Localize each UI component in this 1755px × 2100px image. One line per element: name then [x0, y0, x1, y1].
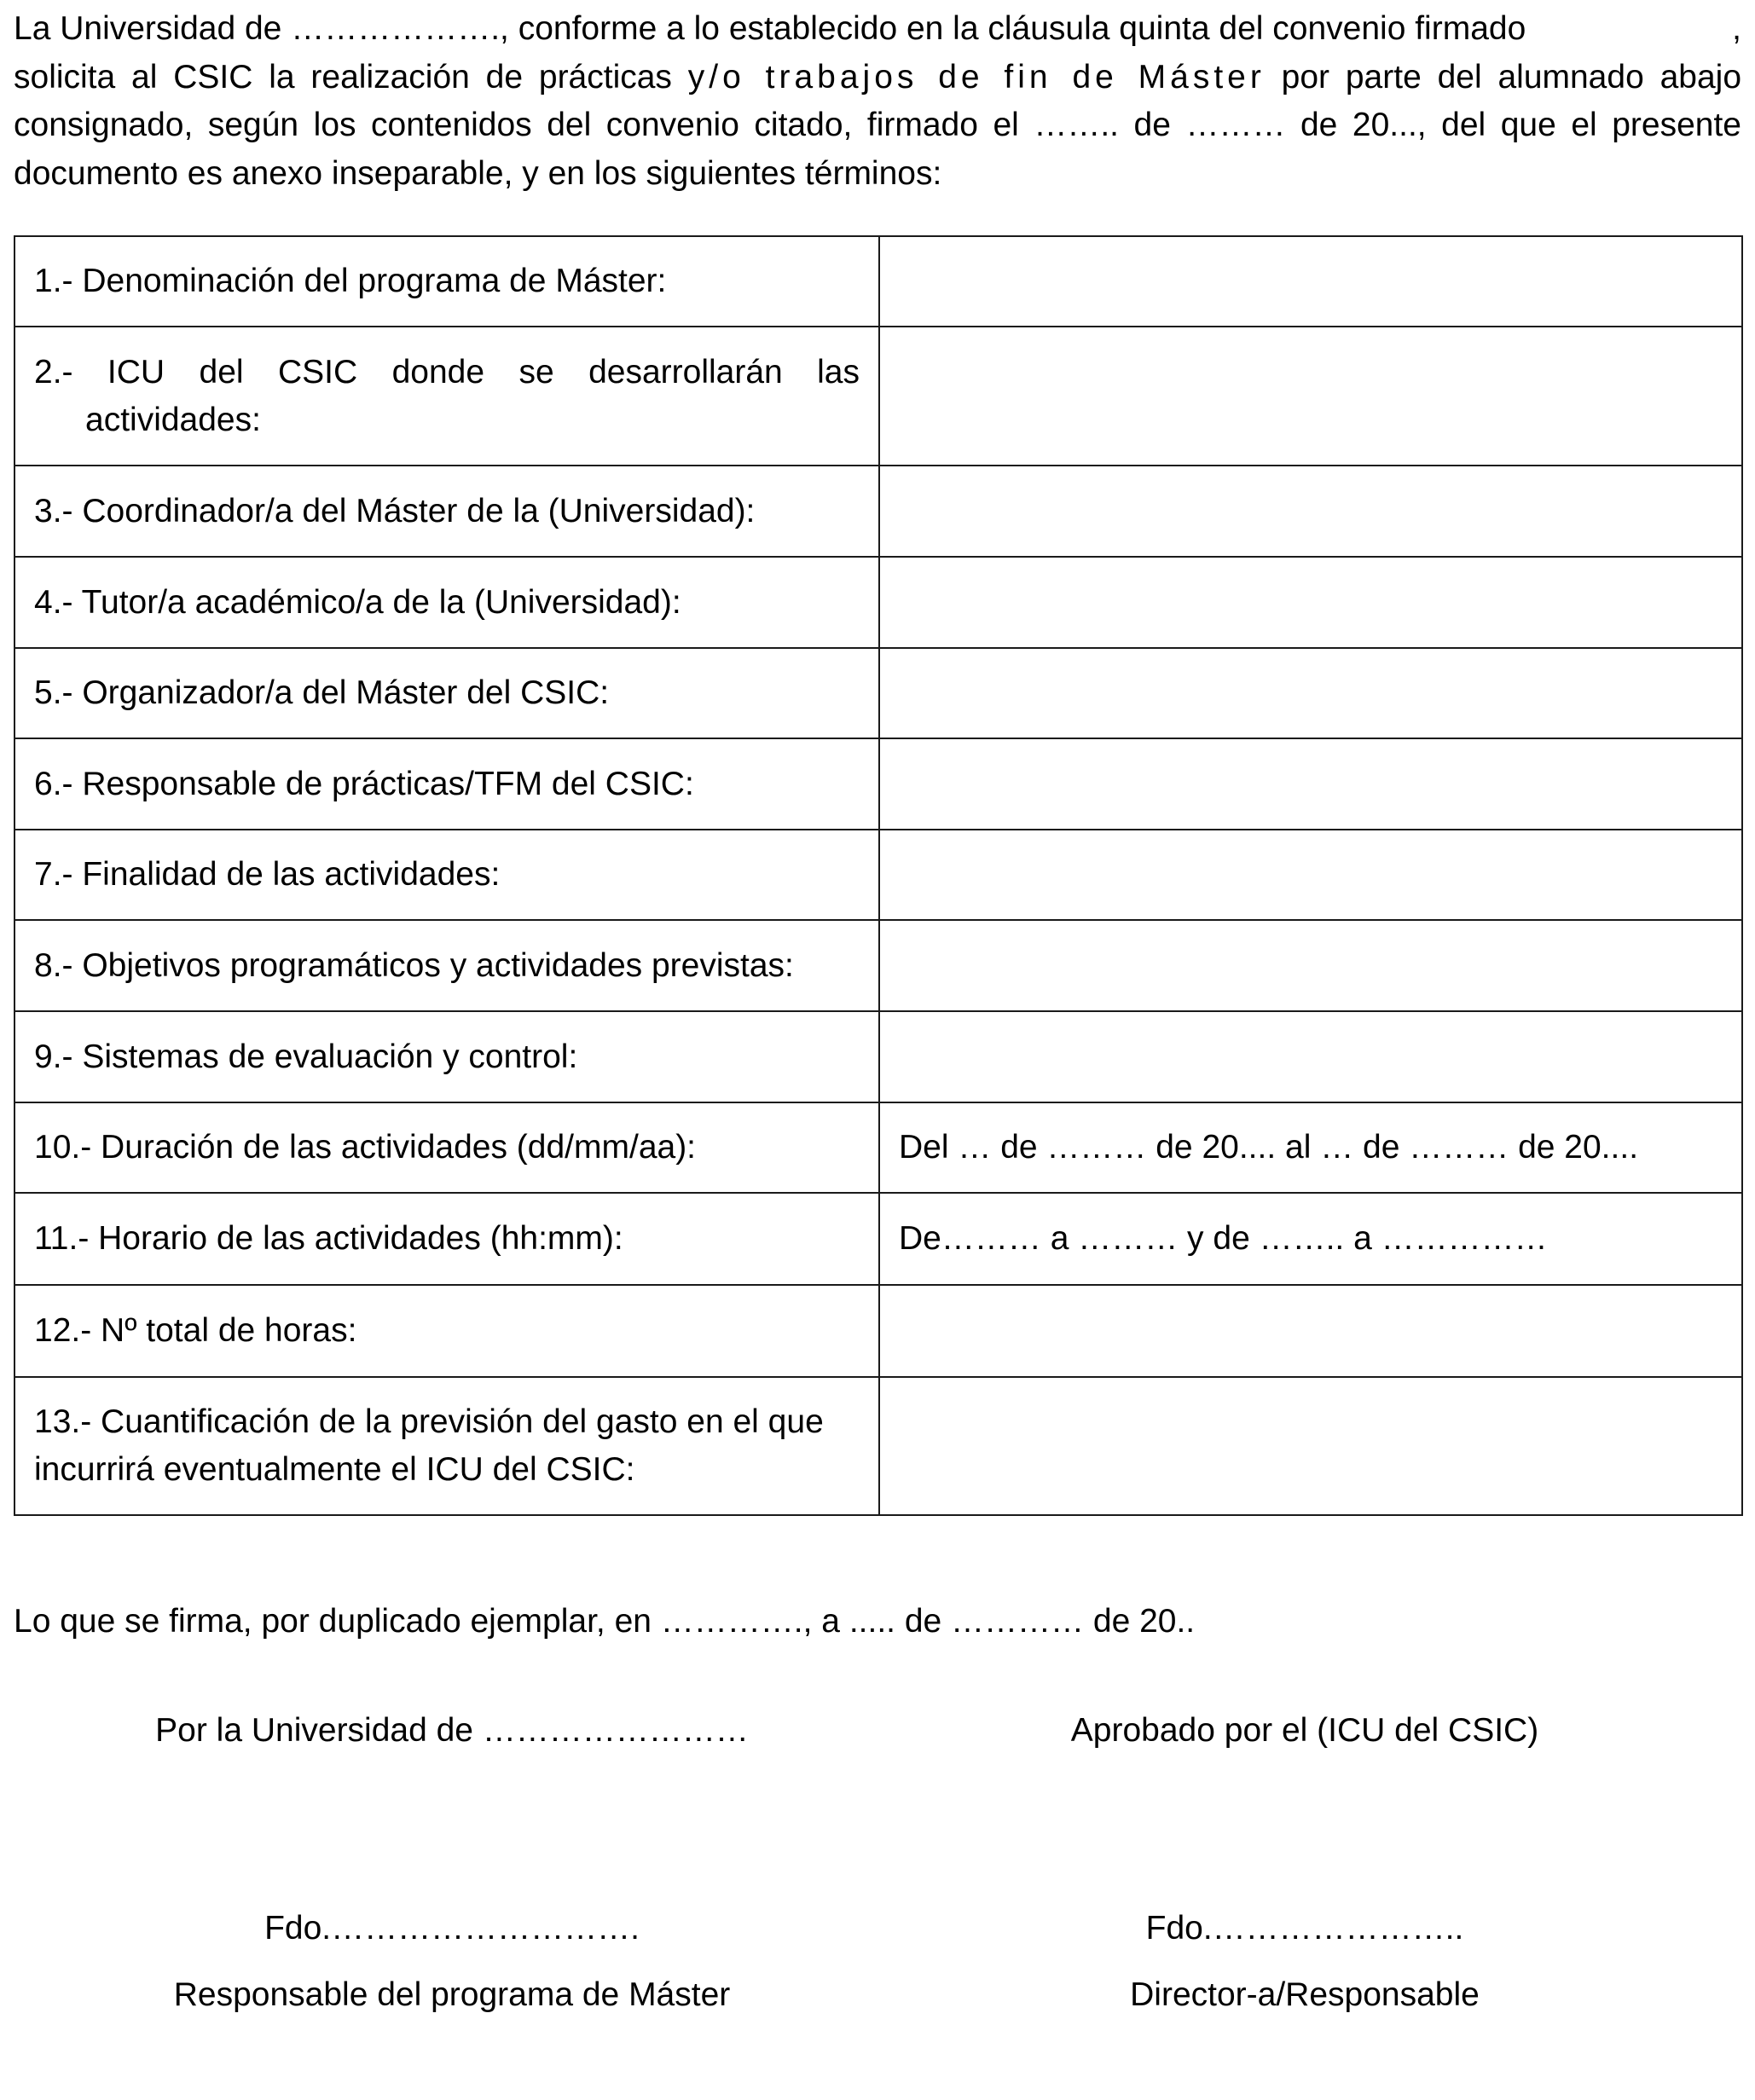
field-value[interactable] [879, 830, 1742, 920]
field-label: 9.- Sistemas de evaluación y control: [14, 1011, 879, 1102]
table-row [14, 1193, 1742, 1285]
field-label: 10.- Duración de las actividades (dd/mm/aa): [14, 1102, 879, 1193]
field-label-text: 2.- ICU del CSIC donde se desarrollarán las [34, 353, 860, 390]
field-value[interactable] [879, 648, 1742, 738]
field-label: 12.- Nº total de horas: [14, 1285, 879, 1377]
field-label-text: 13.- Cuantificación de la previsión del gasto en el que [34, 1403, 824, 1440]
field-label-continuation: incurrirá eventualmente el ICU del CSIC: [34, 1451, 635, 1488]
left-signature-fdo[interactable]: Fdo.………………………. [264, 1910, 640, 1947]
right-signature-heading: Aprobado por el (ICU del CSIC) [1070, 1712, 1539, 1749]
field-value[interactable] [879, 1011, 1742, 1102]
field-label: 11.- Horario de las actividades (hh:mm): [14, 1193, 879, 1285]
intro-line-2-spaced: y/o trabajos de fin de Máster [687, 58, 1266, 95]
field-value[interactable] [879, 327, 1742, 466]
field-label: 1.- Denominación del programa de Máster: [14, 236, 879, 327]
right-signature-role: Director-a/Responsable [1130, 1976, 1480, 2013]
left-signature-heading: Por la Universidad de …………………… [155, 1712, 749, 1749]
field-label: 4.- Tutor/a académico/a de la (Universidad): [14, 557, 879, 648]
table-row [14, 920, 1742, 1011]
field-value[interactable] [879, 466, 1742, 557]
field-label: 8.- Objetivos programáticos y actividades previstas: [14, 920, 879, 1011]
intro-line-1: La Universidad de ………………., conforme a lo establecido en la cláusula quinta del convenio firmado [14, 10, 1526, 47]
field-label [14, 1377, 879, 1515]
table-row [14, 236, 1742, 327]
field-label: 7.- Finalidad de las actividades: [14, 830, 879, 920]
intro-line-2-a: solicita al CSIC la realización de prácticas [14, 58, 688, 95]
table-row [14, 738, 1742, 830]
field-value[interactable] [879, 236, 1742, 327]
table-row [14, 830, 1742, 920]
table-row [14, 648, 1742, 738]
table-row [14, 1285, 1742, 1377]
field-label-continuation: actividades: [85, 401, 261, 438]
form-table [14, 235, 1743, 1516]
table-row [14, 466, 1742, 557]
field-value[interactable] [879, 1377, 1742, 1515]
intro-paragraph [14, 5, 1741, 198]
table-row [14, 1377, 1742, 1515]
left-signature-role: Responsable del programa de Máster [173, 1976, 731, 2013]
right-signature-fdo[interactable]: Fdo.………………….. [1145, 1910, 1464, 1947]
field-label: 5.- Organizador/a del Máster del CSIC: [14, 648, 879, 738]
field-label [14, 327, 879, 466]
table-row [14, 557, 1742, 648]
field-value[interactable] [879, 1285, 1742, 1377]
table-row [14, 1011, 1742, 1102]
field-value[interactable]: Del … de ……… de 20.... al … de ……… de 20.... [879, 1102, 1742, 1193]
intro-line-4: documento es anexo inseparable, y en los siguientes términos: [14, 154, 942, 192]
table-row [14, 327, 1742, 466]
field-value[interactable] [879, 557, 1742, 648]
field-value[interactable]: De……… a ……… y de …….. a …………… [879, 1193, 1742, 1285]
intro-line-1-comma: , [1732, 10, 1741, 47]
intro-line-2-b: por parte del alumnado abajo [1265, 58, 1742, 95]
table-row [14, 1102, 1742, 1193]
field-value[interactable] [879, 920, 1742, 1011]
field-value[interactable] [879, 738, 1742, 830]
field-label: 3.- Coordinador/a del Máster de la (Universidad): [14, 466, 879, 557]
signing-place-date: Lo que se firma, por duplicado ejemplar, en …………., a ..... de ………… de 20.. [14, 1603, 1196, 1640]
field-label: 6.- Responsable de prácticas/TFM del CSIC: [14, 738, 879, 830]
intro-line-2 [14, 54, 1741, 102]
intro-line-3: consignado, según los contenidos del convenio citado, firmado el …….. de ……… de 20..., del que el presente [14, 107, 1741, 143]
